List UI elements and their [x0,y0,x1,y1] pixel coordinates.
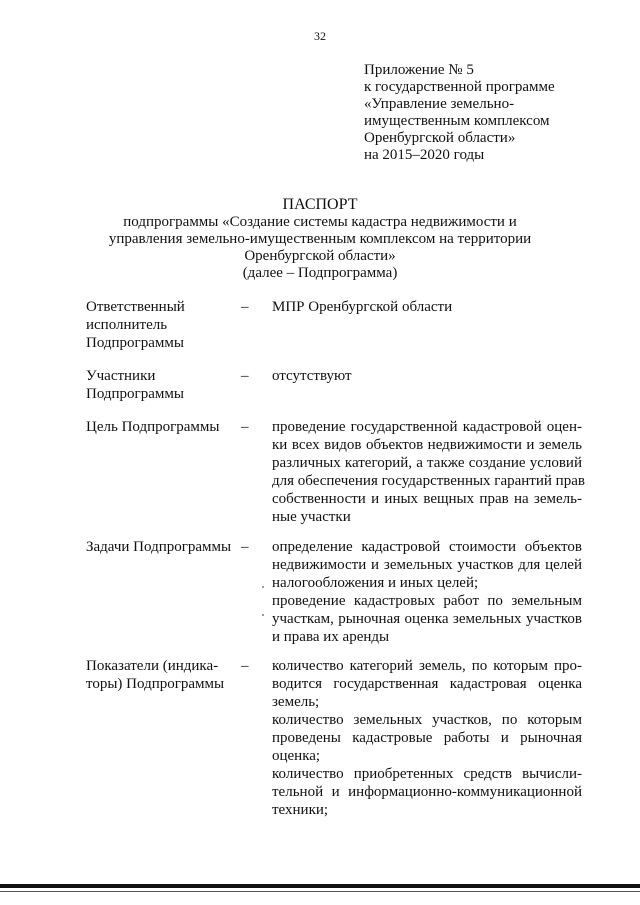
value-line: участкам, рыночная оценка земельных участков [272,611,582,627]
value-line: количество категорий земель, по которым про- [272,658,582,674]
value-line: проведение кадастровых работ по земельным [272,593,582,609]
subtitle-line: управления земельно-имущественным комплексом на территории [108,231,532,247]
row-dash: – [241,539,249,555]
label-line: Ответственный [86,299,185,315]
value-line: проведение государственной кадастровой оцен- [272,419,582,435]
label-line: Участники [86,368,156,384]
label-line: Подпрограммы [86,335,184,351]
value-line: ки всех видов объектов недвижимости и земель [272,437,582,453]
value-line: количество приобретенных средств вычисли- [272,766,582,782]
row-value [272,298,582,316]
row-label [86,538,236,556]
subtitle-line: (далее – Подпрограмма) [242,265,398,281]
subtitle-line: подпрограммы «Создание системы кадастра недвижимости и [123,214,517,230]
appendix-line: Приложение № 5 [364,62,474,78]
row-value [272,367,582,385]
value-line: и права их аренды [272,629,390,645]
row-value [272,538,582,646]
value-line: отсутствуют [272,368,352,384]
row-value [272,657,582,819]
row-label [86,367,236,403]
value-line: недвижимости и земельных участков для целей [272,557,582,573]
appendix-header [364,62,555,164]
value-line: количество земельных участков, по которым [272,712,582,728]
scan-edge-line [0,884,640,888]
appendix-line: на 2015–2020 годы [364,147,485,163]
subtitle-line: Оренбургской области» [244,248,396,264]
label-line: Показатели (индика- [86,658,219,674]
value-line: определение кадастровой стоимости объектов [272,539,582,555]
value-line: для обеспечения государственных гарантий прав [272,473,585,489]
appendix-line: к государственной программе [364,79,555,95]
value-line: собственности и иных вещных прав на земель- [272,491,582,507]
row-dash: – [241,419,249,435]
scan-speck [262,586,264,588]
value-line: водится государственная кадастровая оценка [272,676,582,692]
appendix-line: имущественным комплексом [364,113,550,129]
value-line: ные участки [272,509,351,525]
value-line: тельной и информационно-коммуникационной [272,784,582,800]
appendix-line: «Управление земельно- [364,96,515,112]
label-line: Подпрограммы [86,386,184,402]
row-value [272,418,585,526]
value-line: различных категорий, а также создание условий [272,455,582,471]
scan-edge-line [0,891,640,892]
row-label [86,418,236,436]
passport-title [0,196,640,282]
label-line: Задачи Подпрограммы [86,539,232,555]
value-line: оценка; [272,748,321,764]
value-line: МПР Оренбургской области [272,299,453,315]
appendix-line: Оренбургской области» [364,130,516,146]
value-line: земель; [272,694,320,710]
page-number: 32 [314,29,326,43]
row-dash: – [241,368,249,384]
row-label [86,657,236,693]
value-line: налогообложения и иных целей; [272,575,479,591]
label-line: Цель Подпрограммы [86,419,220,435]
label-line: торы) Подпрограммы [86,676,225,692]
row-label [86,298,236,352]
value-line: проведены кадастровые работы и рыночная [272,730,582,746]
value-line: техники; [272,802,329,818]
row-dash: – [241,658,249,674]
label-line: исполнитель [86,317,168,333]
row-dash: – [241,299,249,315]
scan-speck [262,614,264,616]
document-heading: ПАСПОРТ [282,196,358,213]
